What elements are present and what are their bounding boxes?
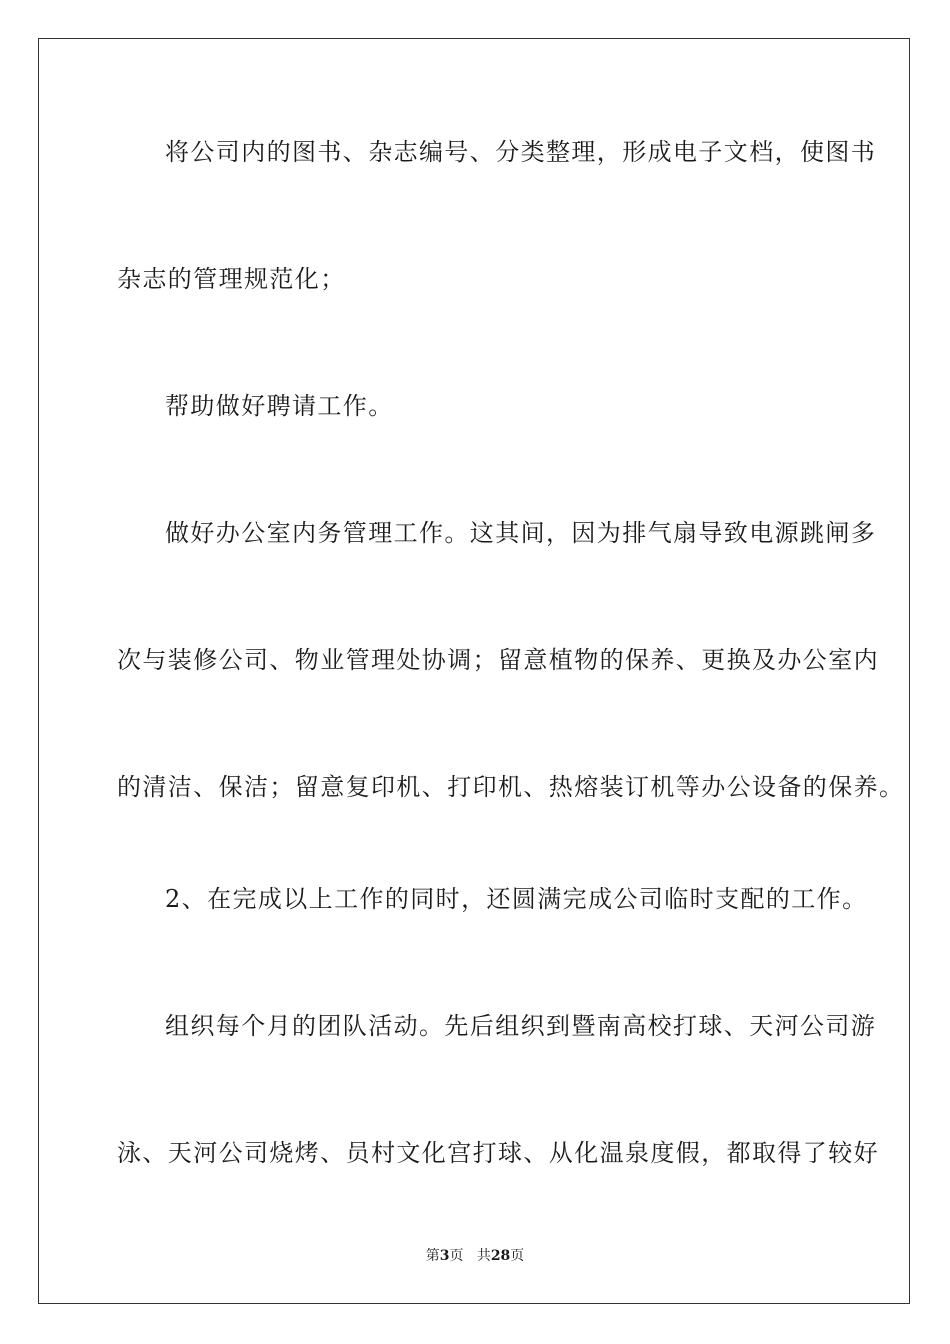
paragraph-line: 的清洁、保洁；留意复印机、打印机、热熔装订机等办公设备的保养。 — [117, 773, 905, 801]
page-number: 3 — [439, 1248, 450, 1264]
paragraph-line: 组织每个月的团队活动。先后组织到暨南高校打球、天河公司游 — [165, 1012, 877, 1040]
total-label-suffix: 页 — [510, 1248, 525, 1264]
paragraph-line: 次与装修公司、物业管理处协调；留意植物的保养、更换及办公室内 — [117, 646, 879, 674]
paragraph-line: 做好办公室内务管理工作。这其间，因为排气扇导致电源跳闸多 — [165, 519, 877, 547]
paragraph-line: 杂志的管理规范化； — [117, 265, 346, 293]
paragraph-line: 2、在完成以上工作的同时，还圆满完成公司临时支配的工作。 — [165, 885, 868, 913]
total-pages: 28 — [490, 1248, 511, 1264]
paragraph-line: 将公司内的图书、杂志编号、分类整理，形成电子文档，使图书 — [165, 138, 877, 166]
paragraph-line: 帮助做好聘请工作。 — [165, 392, 394, 420]
paragraph-line: 泳、天河公司烧烤、员村文化宫打球、从化温泉度假，都取得了较好 — [117, 1139, 879, 1167]
page-label-suffix: 页 — [449, 1248, 464, 1264]
total-label-prefix: 共 — [476, 1248, 491, 1264]
page-footer — [0, 1246, 950, 1266]
page-label-prefix: 第 — [425, 1248, 440, 1264]
